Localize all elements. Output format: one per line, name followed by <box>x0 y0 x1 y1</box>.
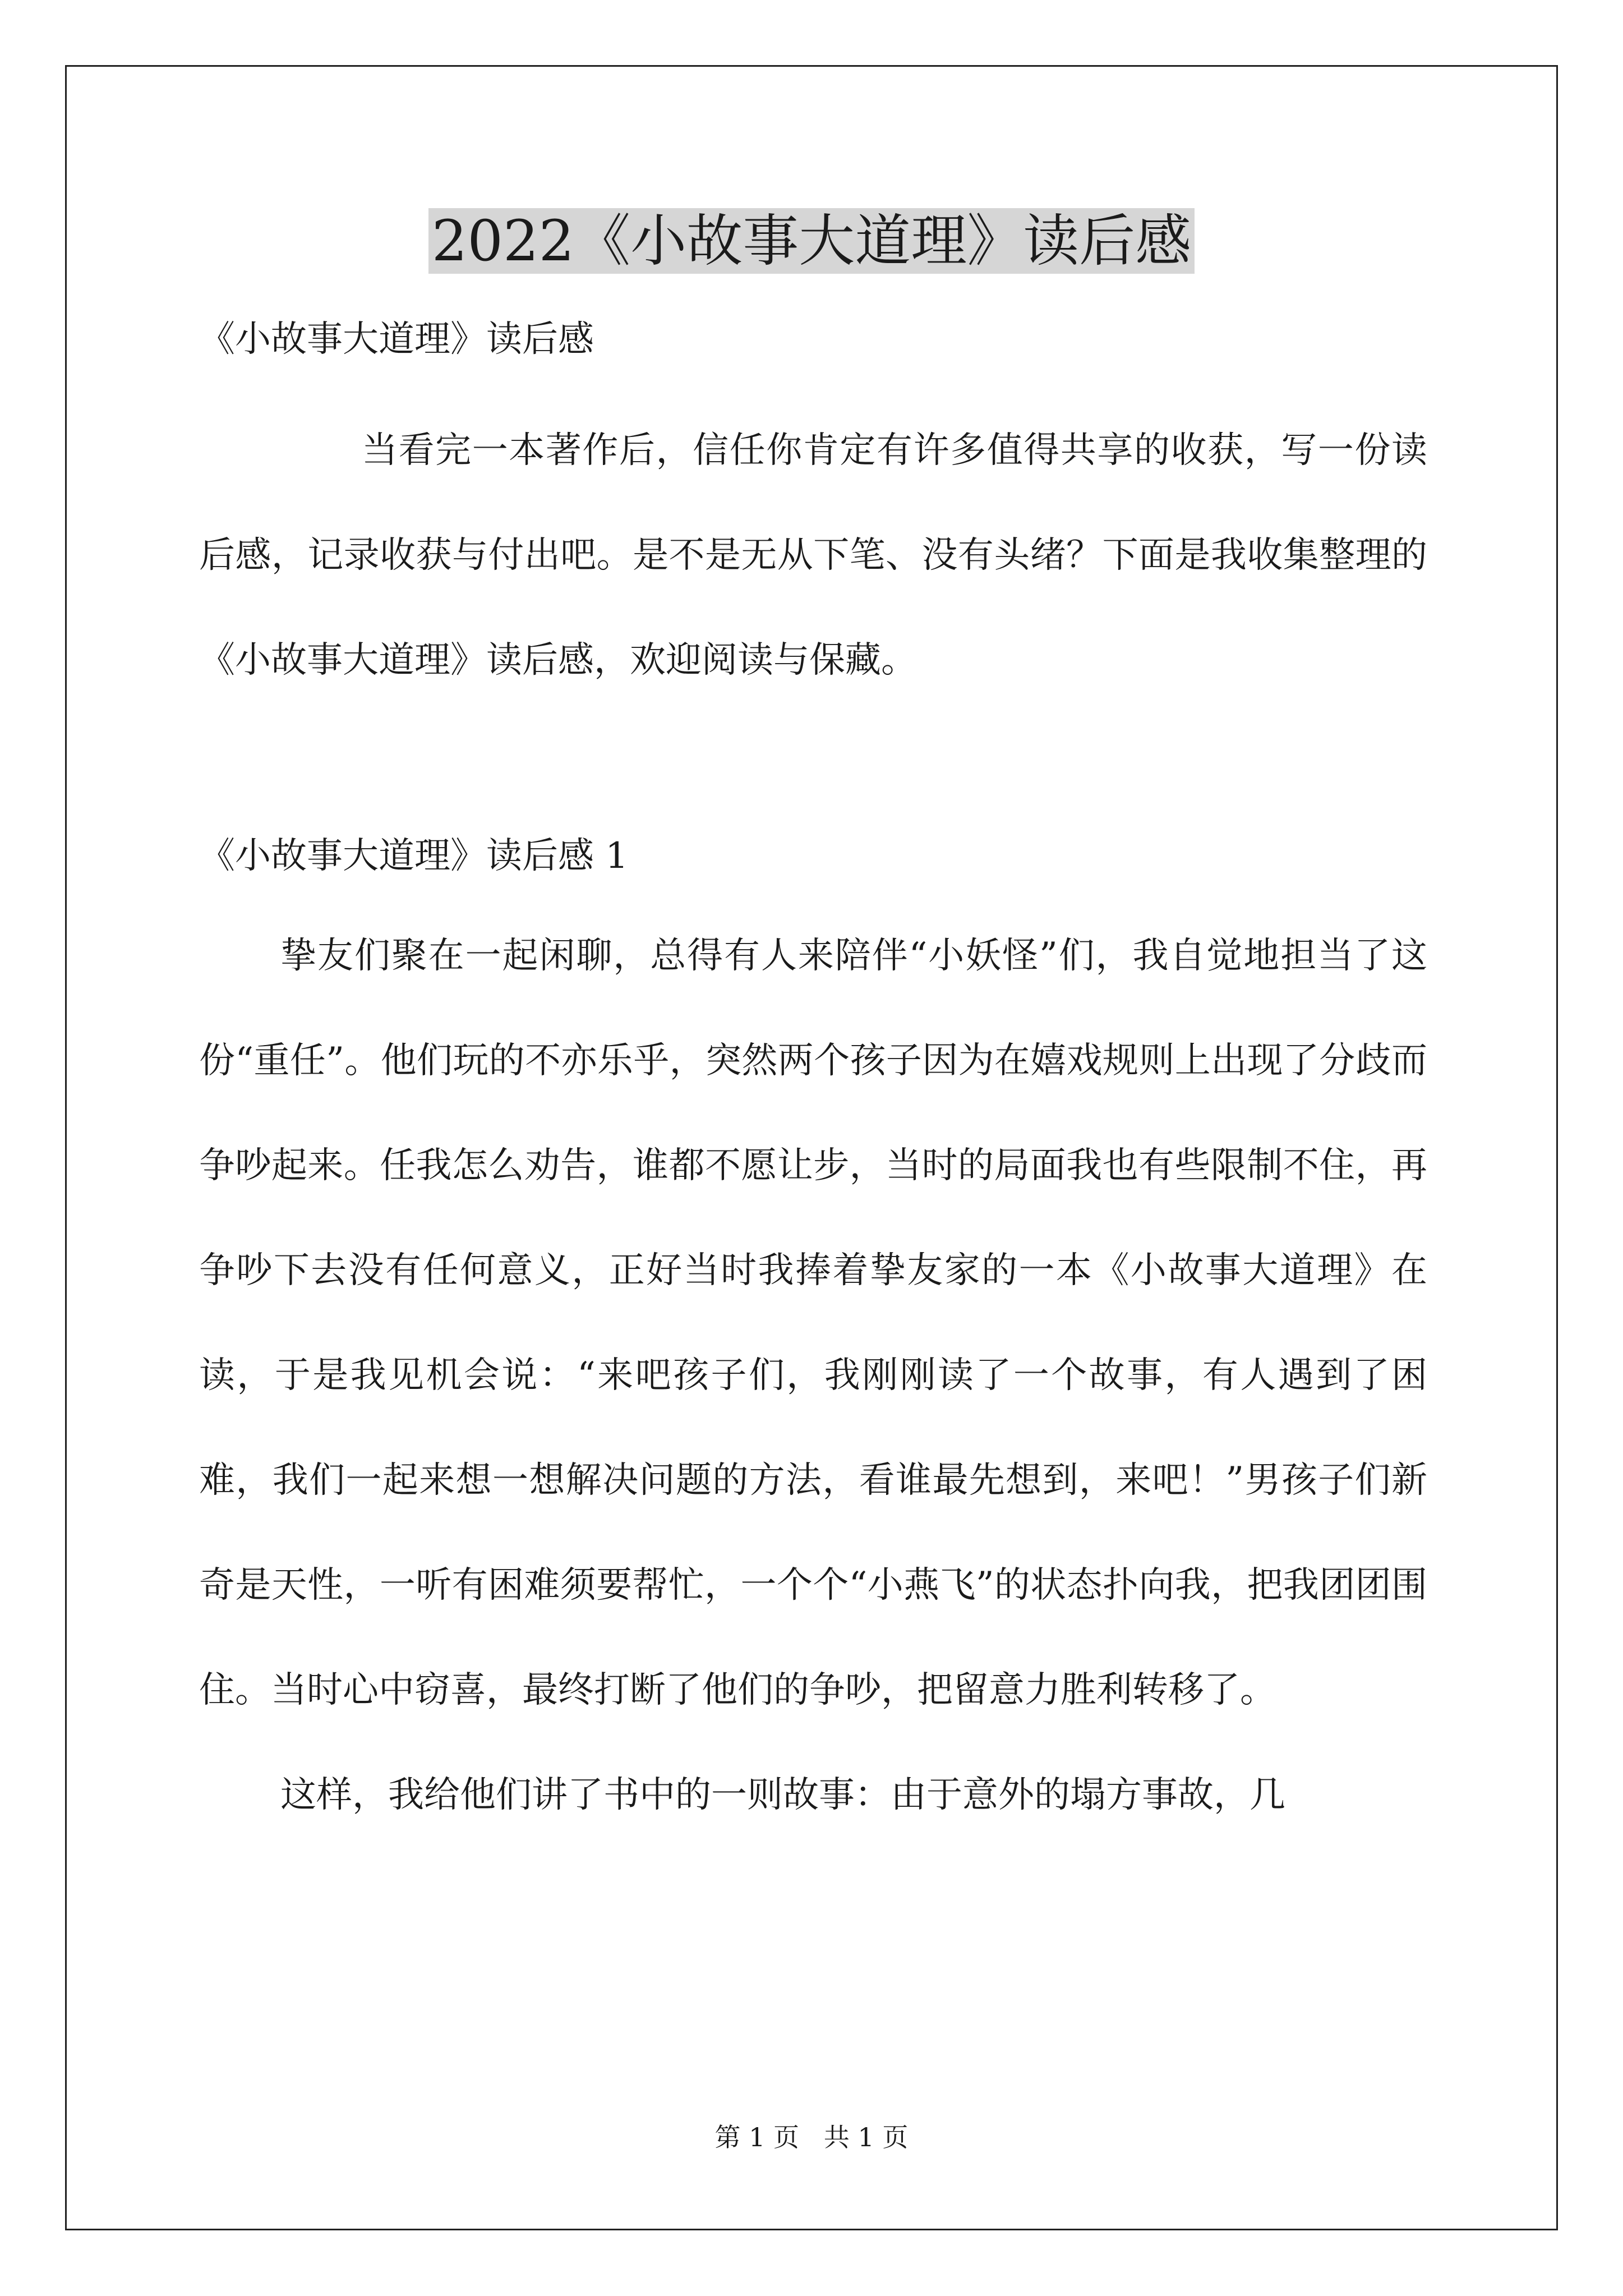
section-heading: 《小故事大道理》读后感 1 <box>199 835 629 877</box>
document-title-text: 2022《小故事大道理》读后感 <box>428 208 1195 274</box>
document-title <box>0 202 1623 280</box>
spacer <box>199 376 1427 398</box>
page-footer: 第 1 页 共 1 页 <box>714 2122 909 2152</box>
spacer <box>199 713 1427 820</box>
body-paragraph: 挚友们聚在一起闲聊，总得有人来陪伴“小妖怪”们，我自觉地担当了这份“重任”。他们玩的不亦乐乎，突然两个孩子因为在嬉戏规则上出现了分歧而争吵起来。任我怎么劝告，谁都不愿让步，当时的局面我也有些限制不住，再争吵下去没有任何意义，正好当时我捧着挚友家的一本《小故事大道理》在读，于是我见机会说：“来吧孩子们，我刚刚读了一个故事，有人遇到了困难，我们一起来想一想解决问题的方法，看谁最先想到，来吧！”男孩子们新奇是天性，一听有困难须要帮忙，一个个“小燕飞”的状态扑向我，把我团团围住。当时心中窃喜，最终打断了他们的争吵，把留意力胜利转移了。 <box>199 935 1427 1711</box>
intro-paragraph: 当看完一本著作后，信任你肯定有许多值得共享的收获，写一份读后感，记录收获与付出吧。是不是无从下笔、没有头绪？下面是我收集整理的《小故事大道理》读后感，欢迎阅读与保藏。 <box>199 430 1427 681</box>
spacer <box>199 892 1427 904</box>
document-body <box>199 303 1427 1848</box>
subtitle: 《小故事大道理》读后感 <box>199 319 594 360</box>
body-paragraph: 这样，我给他们讲了书中的一则故事：由于意外的塌方事故，几 <box>280 1774 1285 1816</box>
